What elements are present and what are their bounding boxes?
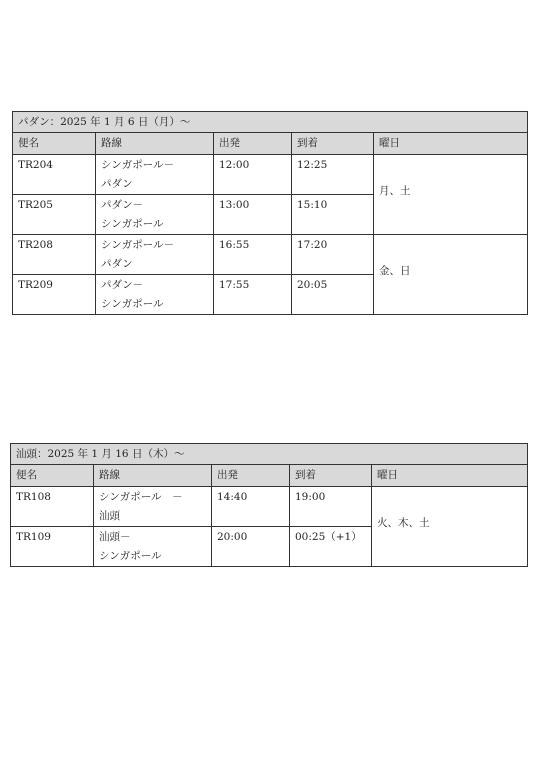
table-title-row	[13, 112, 528, 133]
route	[96, 275, 214, 315]
padang-schedule-table	[12, 111, 528, 315]
arrival-time: 12:25	[292, 155, 374, 195]
route-line-2: シンガポール	[101, 218, 164, 230]
table-title-row	[11, 444, 528, 465]
header-arrival: 到着	[292, 133, 374, 155]
route	[96, 195, 214, 235]
operating-days: 火、木、土	[372, 487, 528, 567]
route-line-2: 汕頭	[99, 510, 120, 522]
departure-time: 14:40	[212, 487, 290, 527]
arrival-time: 15:10	[292, 195, 374, 235]
header-departure: 出発	[212, 465, 290, 487]
route-line-1: シンガポール －	[99, 491, 183, 503]
departure-time: 20:00	[212, 527, 290, 567]
route	[94, 487, 212, 527]
route-line-1: パダン－	[101, 279, 144, 291]
header-route: 路線	[94, 465, 212, 487]
header-arrival: 到着	[290, 465, 372, 487]
table-title: パダン：2025 年 1 月 6 日（月）～	[13, 112, 528, 133]
header-departure: 出発	[214, 133, 292, 155]
table-row	[11, 487, 528, 527]
route	[96, 235, 214, 275]
route-line-1: シンガポール－	[101, 159, 175, 171]
route	[94, 527, 212, 567]
flight-number: TR204	[13, 155, 96, 195]
departure-time: 12:00	[214, 155, 292, 195]
route-line-2: シンガポール	[99, 550, 162, 562]
route-line-1: シンガポール－	[101, 239, 175, 251]
departure-time: 16:55	[214, 235, 292, 275]
operating-days: 月、土	[374, 155, 528, 235]
header-days: 曜日	[372, 465, 528, 487]
route-line-2: パダン	[101, 178, 133, 190]
flight-number: TR208	[13, 235, 96, 275]
route-line-1: パダン－	[101, 199, 144, 211]
header-row	[11, 465, 528, 487]
header-days: 曜日	[374, 133, 528, 155]
flight-number: TR108	[11, 487, 94, 527]
arrival-time: 00:25（+1）	[290, 527, 372, 567]
header-flight: 便名	[11, 465, 94, 487]
route	[96, 155, 214, 195]
route-line-2: シンガポール	[101, 298, 164, 310]
flight-number: TR109	[11, 527, 94, 567]
header-route: 路線	[96, 133, 214, 155]
operating-days: 金、日	[374, 235, 528, 315]
flight-number: TR205	[13, 195, 96, 235]
departure-time: 13:00	[214, 195, 292, 235]
departure-time: 17:55	[214, 275, 292, 315]
header-row	[13, 133, 528, 155]
arrival-time: 19:00	[290, 487, 372, 527]
table-row	[13, 155, 528, 195]
table-row	[13, 235, 528, 275]
table-title: 汕頭：2025 年 1 月 16 日（木）～	[11, 444, 528, 465]
arrival-time: 20:05	[292, 275, 374, 315]
header-flight: 便名	[13, 133, 96, 155]
flight-number: TR209	[13, 275, 96, 315]
route-line-1: 汕頭－	[99, 531, 131, 543]
shantou-schedule-table	[10, 443, 528, 567]
arrival-time: 17:20	[292, 235, 374, 275]
route-line-2: パダン	[101, 258, 133, 270]
